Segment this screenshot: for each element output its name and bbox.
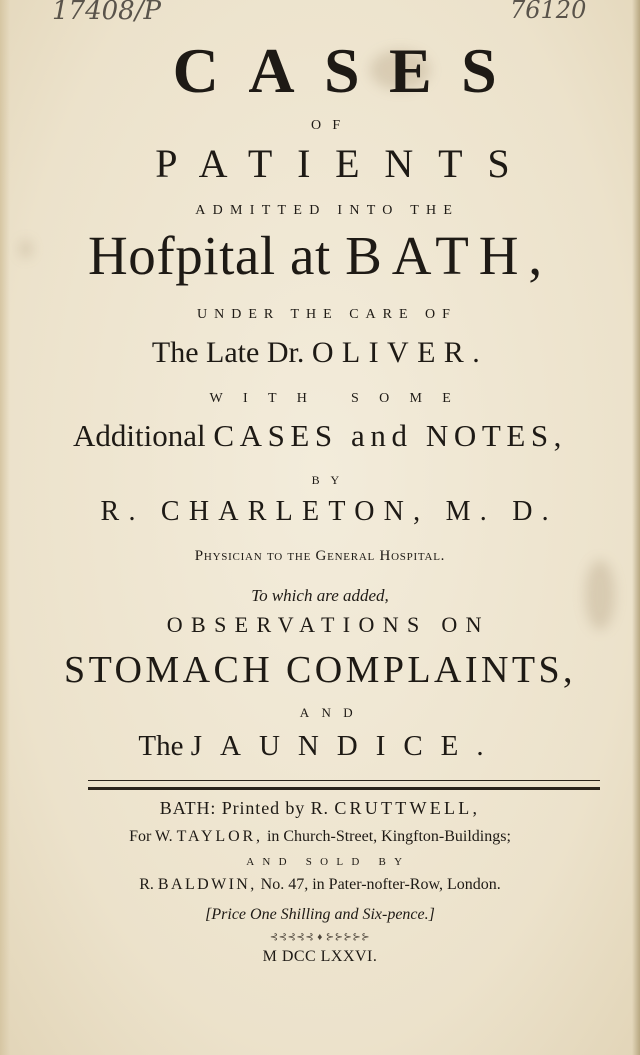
bath-word: BATH, (345, 225, 552, 286)
imprint-printer-line (0, 798, 640, 819)
additional-word: Additional (72, 418, 206, 453)
hospital-word: Hofpital at (88, 225, 331, 286)
title-additional-line (0, 418, 640, 454)
oliver-word: OLIVER. (311, 336, 489, 369)
title-hospital-line (0, 224, 640, 287)
printer-ornament: ⊰⊰⊰⊰⊰ ♦ ⊱⊱⊱⊱⊱ (269, 932, 371, 943)
author-name: R. CHARLETON, M. D. (100, 496, 558, 527)
title-under-care: UNDER THE CARE OF (197, 307, 457, 322)
title-patients: PATIENTS (155, 141, 535, 186)
imprint-bath-prefix: BATH: Printed by R. (159, 798, 329, 818)
number-annotation: 76120 (510, 0, 587, 24)
jaundice-word: JAUNDICE. (190, 730, 502, 762)
title-admitted: ADMITTED INTO THE (195, 203, 460, 218)
imprint-for-line (0, 828, 640, 846)
title-by: BY (311, 473, 350, 487)
author-position: Physician to the General Hospital. (194, 548, 446, 564)
shelfmark-annotation: 17408/P (52, 0, 161, 26)
double-rule-divider (88, 780, 600, 790)
title-of: OF (311, 118, 352, 133)
imprint-and-sold: AND SOLD BY (246, 856, 411, 868)
imprint-date: M DCC LXXVI. (262, 948, 378, 965)
title-late-line (0, 336, 640, 370)
imprint-baldwin-prefix: R. (139, 876, 154, 893)
the-word: The (138, 730, 184, 762)
cases-notes-word: CASES and NOTES, (213, 418, 568, 453)
title-observations: OBSERVATIONS ON (166, 612, 490, 637)
late-word: The Late Dr. (151, 336, 305, 369)
imprint-baldwin: BALDWIN, (157, 876, 257, 893)
imprint-printer: CRUTTWELL, (334, 798, 481, 818)
imprint-for-prefix: For W. (129, 828, 173, 845)
imprint-baldwin-line (0, 876, 640, 894)
title-and: AND (299, 705, 365, 720)
title-with-some: WITH SOME (209, 391, 472, 406)
title-jaundice-line (0, 730, 640, 763)
to-which-added: To which are added, (251, 586, 389, 605)
imprint-baldwin-rest: No. 47, in Pater-nofter-Row, London. (260, 876, 501, 893)
imprint-taylor: TAYLOR, (176, 828, 263, 845)
imprint-price: [Price One Shilling and Six-pence.] (205, 906, 435, 923)
title-cases: CASES (172, 35, 527, 106)
imprint-for-rest: in Church-Street, Kingfton-Buildings; (266, 828, 511, 845)
title-stomach: STOMACH COMPLAINTS, (64, 649, 576, 691)
